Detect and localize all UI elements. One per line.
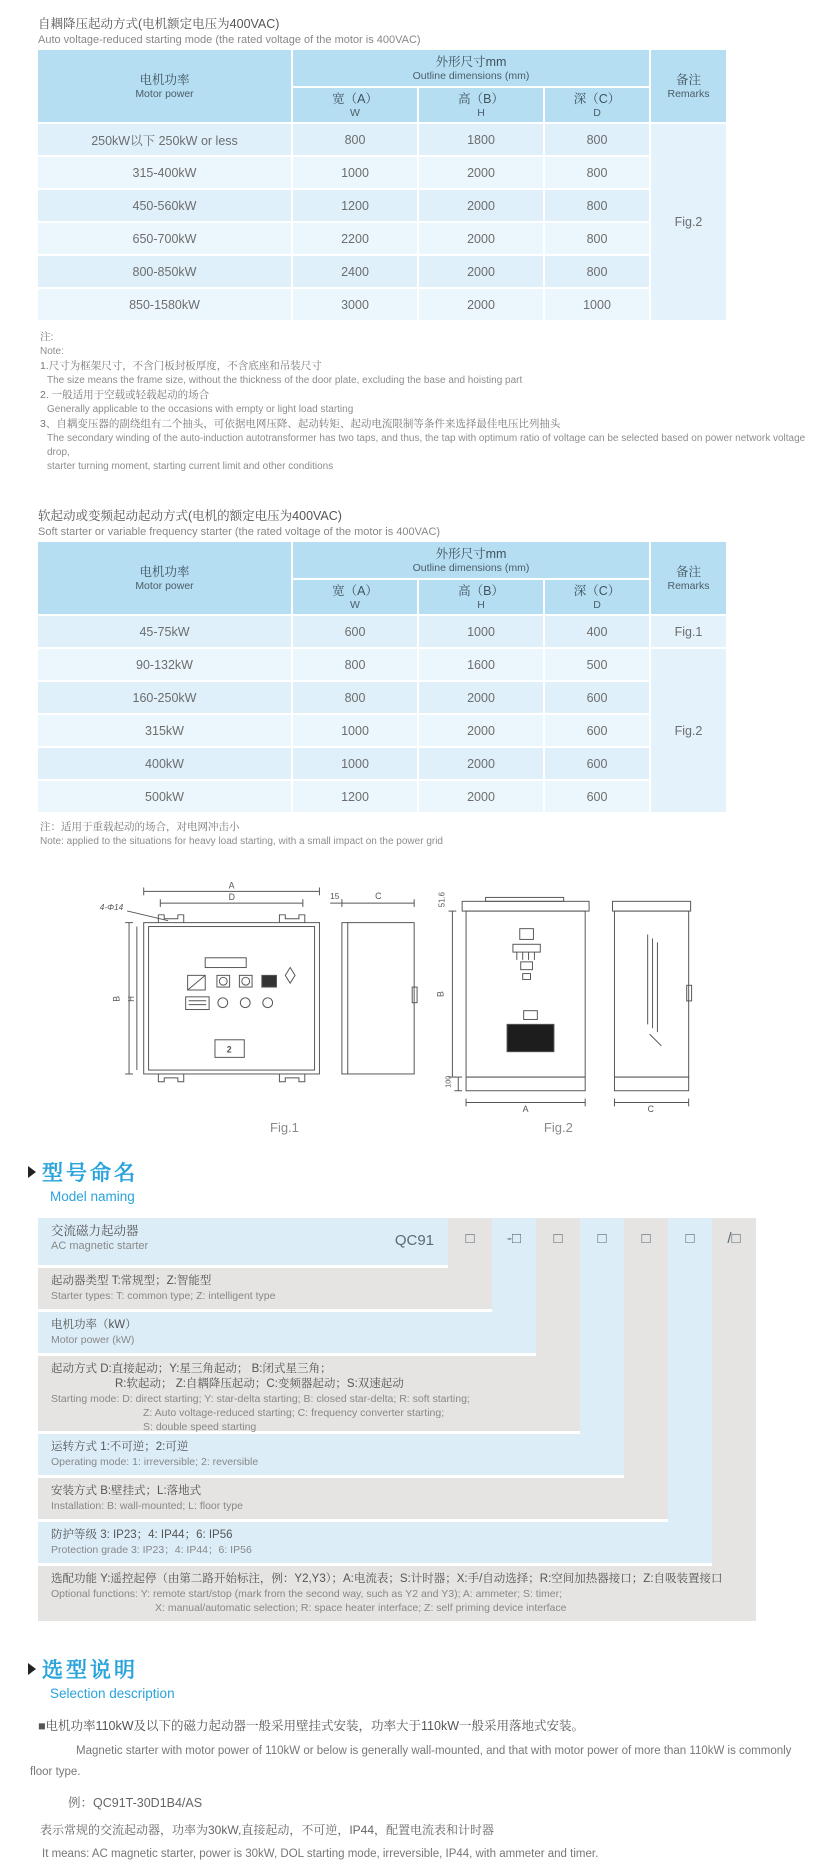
code-column-stripe: [712, 1218, 756, 1621]
arrow-icon: [28, 1166, 36, 1178]
col-header-motor-power: 电机功率 Motor power: [38, 50, 291, 122]
code-box: □: [641, 1230, 651, 1247]
fig1-dim-c: C: [375, 891, 382, 902]
code-box: □: [465, 1230, 475, 1247]
col-header-depth: 深（C） D: [545, 88, 649, 122]
remark-fig2: Fig.2: [651, 124, 726, 320]
remark-fig2: Fig.2: [651, 649, 726, 812]
fig1-dim-d: D: [228, 892, 235, 903]
model-row-protection-grade: 防护等级 3: IP23；4: IP44；6: IP56 Protection grade 3: IP23；4: IP44；6: IP56: [38, 1522, 712, 1563]
col-header-motor-power: 电机功率 Motor power: [38, 542, 291, 614]
code-column-stripe: [624, 1218, 668, 1519]
fig1-dim-h: H: [126, 996, 136, 1002]
note-line: 注：适用于重载起动的场合，对电网冲击小: [40, 821, 240, 833]
selection-body: [30, 1717, 796, 1860]
figure-captions: [90, 1120, 710, 1135]
code-box: □: [597, 1230, 607, 1247]
note-line: 3、自耦变压器的副绕组有二个抽头，可依据电网压降、起动转矩、起动电流限制等条件来选择最佳电压比列抽头: [40, 418, 561, 430]
fig1-panel-label: 2: [226, 1044, 232, 1055]
selection-title-en: Selection description: [50, 1686, 175, 1701]
auto-table-notes: [40, 330, 830, 474]
note-line: Note: applied to the situations for heavy load starting, with a small impact on the power grid: [40, 836, 443, 847]
selection-paragraph-en: Magnetic starter with motor power of 110kW or below is generally wall-mounted, and that with motor power of more than 110kW is commonly floor type.: [30, 1745, 792, 1778]
model-naming-table: [38, 1218, 756, 1624]
table-row: 315-400kW 1000 2000 800: [38, 157, 726, 188]
model-naming-heading: [28, 1157, 830, 1204]
figures: [90, 875, 710, 1120]
soft-title-cn: 软起动或变频起动起动方式(电机的额定电压为400VAC): [38, 509, 342, 523]
model-row-optional-functions: 选配功能 Y:遥控起停（由第二路开始标注，例：Y2,Y3）；A:电流表；S:计时器；X:手/自动选择；R:空间加热器接口；Z:自吸装置接口 Optional functions: Y: remote start/stop (mark from the second way, such as Y2 and Y3); A: ammeter; S: timer; X: manual/automatic selection; R: space heater interface; Z: self priming device interface: [38, 1566, 756, 1621]
col-header-width: 宽（A） W: [293, 88, 417, 122]
col-header-height: 高（B） H: [419, 88, 543, 122]
note-line: starter turning moment, starting current limit and other conditions: [47, 461, 334, 472]
arrow-icon: [28, 1663, 36, 1675]
auto-section-title: [38, 16, 830, 48]
note-line: The size means the frame size, without the thickness of the door plate, excluding the base and hoisting part: [47, 375, 523, 386]
col-header-outline: 外形尺寸mm Outline dimensions (mm): [293, 50, 649, 86]
auto-title-en: Auto voltage-reduced starting mode (the rated voltage of the motor is 400VAC): [38, 34, 421, 46]
soft-title-en: Soft starter or variable frequency starter (the rated voltage of the motor is 400VAC): [38, 526, 441, 538]
remark-fig1: Fig.1: [651, 616, 726, 647]
code-box: -□: [506, 1230, 522, 1247]
col-header-width: 宽（A） W: [293, 580, 417, 614]
soft-dimensions-table: [36, 540, 728, 814]
note-line: 2. 一般适用于空载或轻载起动的场合: [40, 389, 210, 401]
model-row-starter-type: 起动器类型 T:常规型；Z:智能型 Starter types: T: common type; Z: intelligent type: [38, 1268, 492, 1309]
col-header-height: 高（B） H: [419, 580, 543, 614]
col-header-remarks: 备注 Remarks: [651, 542, 726, 614]
auto-dimensions-table: [36, 48, 728, 322]
fig1-caption: Fig.1: [270, 1120, 299, 1135]
selection-paragraph-cn: ■电机功率110kW及以下的磁力起动器一般采用壁挂式安装，功率大于110kW一般采用落地式安装。: [38, 1719, 585, 1733]
table-row: 850-1580kW 3000 2000 1000: [38, 289, 726, 320]
fig2-drawing: [427, 875, 710, 1120]
fig2-caption: Fig.2: [543, 1120, 573, 1135]
fig1-dim-b: B: [111, 995, 122, 1002]
code-box: □: [685, 1230, 695, 1247]
col-header-depth: 深（C） D: [545, 580, 649, 614]
table-row: 160-250kW 800 2000 600: [38, 682, 726, 713]
model-row-operating-mode: 运转方式 1:不可逆；2:可逆 Operating mode: 1: irreversible; 2: reversible: [38, 1434, 624, 1475]
code-box: /□: [727, 1230, 741, 1247]
model-row-motor-power: 电机功率（kW） Motor power (kW): [38, 1312, 536, 1353]
table-row: 450-560kW 1200 2000 800: [38, 190, 726, 221]
note-line: 1.尺寸为框架尺寸，不含门板封板厚度，不含底座和吊装尺寸: [40, 360, 322, 372]
col-header-remarks: 备注 Remarks: [651, 50, 726, 122]
selection-heading: [28, 1654, 830, 1701]
fig1-dim-holes: 4-Φ14: [99, 901, 124, 912]
selection-title-cn: 选型说明: [42, 1659, 138, 1682]
fig1-dim-a: A: [228, 880, 235, 891]
model-naming-title-en: Model naming: [50, 1189, 135, 1204]
table-row: 250kW以下 250kW or less 800 1800 800 Fig.2: [38, 124, 726, 155]
selection-example-en: It means: AC magnetic starter, power is 30kW, DOL starting mode, irreversible, IP44, with ammeter and timer.: [42, 1848, 599, 1860]
fig2-dim-a: A: [522, 1104, 529, 1115]
model-row-installation: 安装方式 B:壁挂式；L:落地式 Installation: B: wall-mounted; L: floor type: [38, 1478, 668, 1519]
table-row: 800-850kW 2400 2000 800: [38, 256, 726, 287]
note-line: Note:: [40, 346, 64, 357]
model-prefix-code: QC91: [394, 1232, 434, 1249]
selection-example-label: 例：QC91T-30D1B4/AS: [68, 1796, 203, 1810]
fig2-dim-516: 51.6: [437, 891, 447, 908]
note-line: 注:: [40, 331, 54, 343]
table-row: 500kW 1200 2000 600: [38, 781, 726, 812]
col-header-outline: 外形尺寸mm Outline dimensions (mm): [293, 542, 649, 578]
fig2-dim-c: C: [647, 1104, 654, 1115]
model-row-starting-mode: 起动方式 D:直接起动；Y:星三角起动； B:闭式星三角； R:软起动； Z:自耦降压起动；C:变频器起动；S:双速起动 Starting mode: D: direct starting; Y: star-delta starting; B: closed star-delta; R: soft starting; Z: Auto voltage-reduced starting; C: frequency converter starting; S: double speed starting: [38, 1356, 580, 1431]
code-box: □: [553, 1230, 563, 1247]
selection-example-cn: 表示常规的交流起动器，功率为30kW,直接起动，不可逆，IP44，配置电流表和计时器: [40, 1823, 495, 1837]
soft-table-note: [40, 820, 830, 849]
table-row: 400kW 1000 2000 600: [38, 748, 726, 779]
model-row-product: 交流磁力起动器 AC magnetic starter QC91 □ -□ □ □ □ □ /□: [38, 1218, 448, 1265]
table-row: 45-75kW 600 1000 400 Fig.1: [38, 616, 726, 647]
table-row: 650-700kW 2200 2000 800: [38, 223, 726, 254]
fig1-dim-15: 15: [330, 891, 340, 902]
table-row: 315kW 1000 2000 600: [38, 715, 726, 746]
note-line: Generally applicable to the occasions with empty or light load starting: [47, 404, 354, 415]
note-line: The secondary winding of the auto-induction autotransformer has two taps, and thus, the tap with optimum ratio of voltage can be selected based on power network voltage drop,: [47, 433, 806, 458]
soft-section-title: [38, 508, 830, 540]
fig1-drawing: [90, 875, 427, 1105]
table-row: 90-132kW 800 1600 500 Fig.2: [38, 649, 726, 680]
model-naming-title-cn: 型号命名: [42, 1162, 138, 1185]
fig2-dim-b: B: [435, 991, 446, 998]
fig2-dim-100: 100: [443, 1075, 453, 1088]
auto-title-cn: 自耦降压起动方式(电机额定电压为400VAC): [38, 17, 280, 31]
code-column-stripe: [668, 1218, 712, 1563]
